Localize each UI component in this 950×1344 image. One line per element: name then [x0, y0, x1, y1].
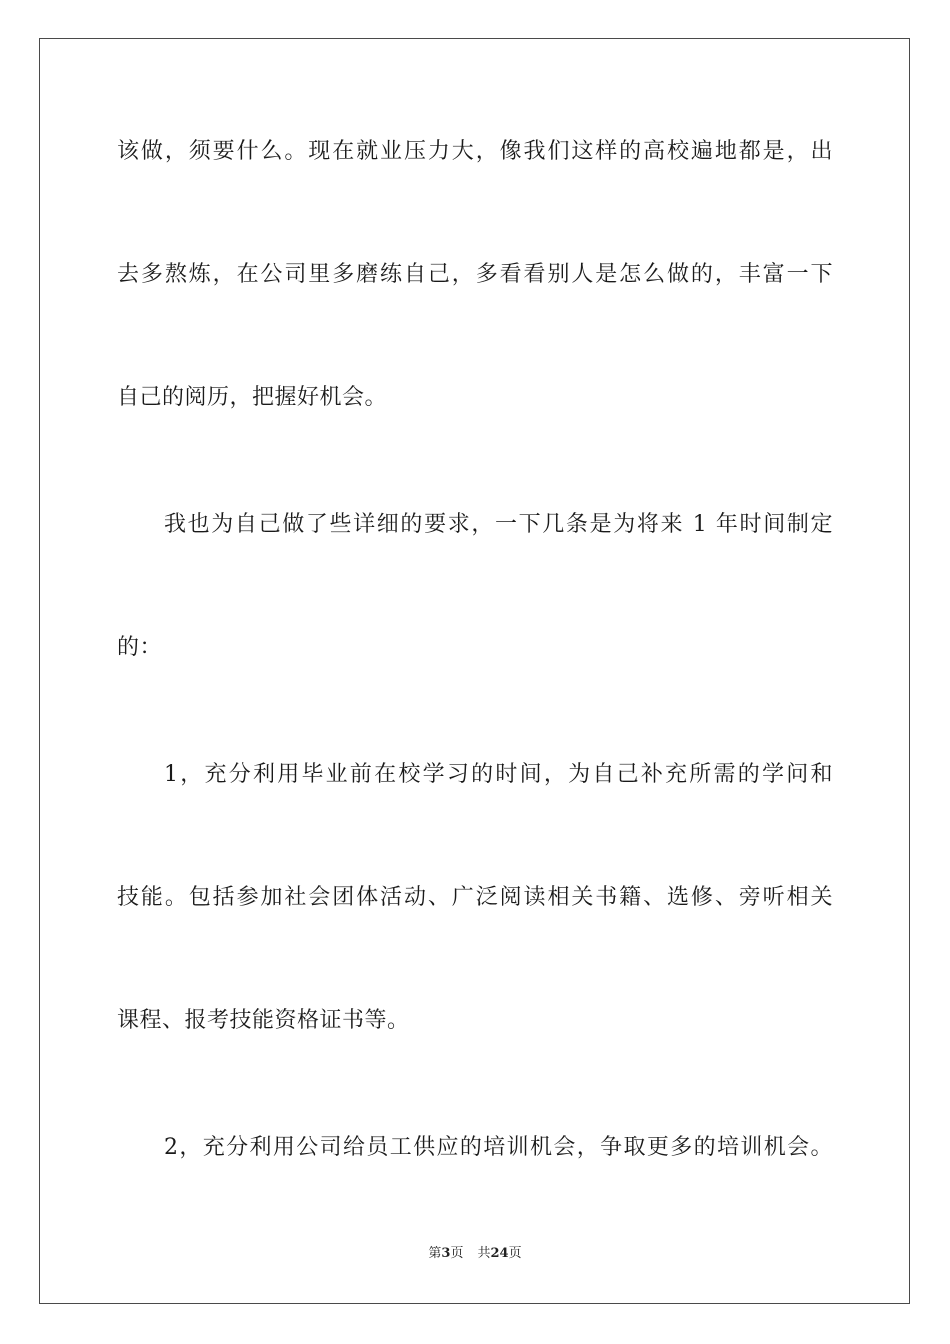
paragraph-line: 去多熬炼，在公司里多磨练自己，多看看别人是怎么做的，丰富一下 [117, 262, 833, 287]
paragraph-line: 自己的阅历，把握好机会。 [117, 385, 388, 410]
paragraph-line: 的： [117, 635, 163, 660]
page-border [39, 38, 910, 1304]
paragraph-line: 该做，须要什么。现在就业压力大，像我们这样的高校遍地都是，出 [117, 139, 833, 164]
page-prefix: 第 [428, 1246, 442, 1261]
page-suffix: 页 [450, 1246, 464, 1261]
paragraph-line: 1，充分利用毕业前在校学习的时间，为自己补充所需的学问和 [164, 762, 833, 787]
paragraph-line: 我也为自己做了些详细的要求，一下几条是为将来 1 年时间制定 [164, 512, 833, 537]
paragraph-line: 2，充分利用公司给员工供应的培训机会，争取更多的培训机会。 [164, 1135, 833, 1160]
page-total: 24 [490, 1246, 509, 1261]
page-current: 3 [441, 1246, 451, 1261]
page-footer [0, 1246, 950, 1262]
total-prefix: 共 [477, 1246, 491, 1261]
paragraph-line: 技能。包括参加社会团体活动、广泛阅读相关书籍、选修、旁听相关 [117, 885, 833, 910]
paragraph-line: 课程、报考技能资格证书等。 [117, 1008, 410, 1033]
total-suffix: 页 [508, 1246, 522, 1261]
